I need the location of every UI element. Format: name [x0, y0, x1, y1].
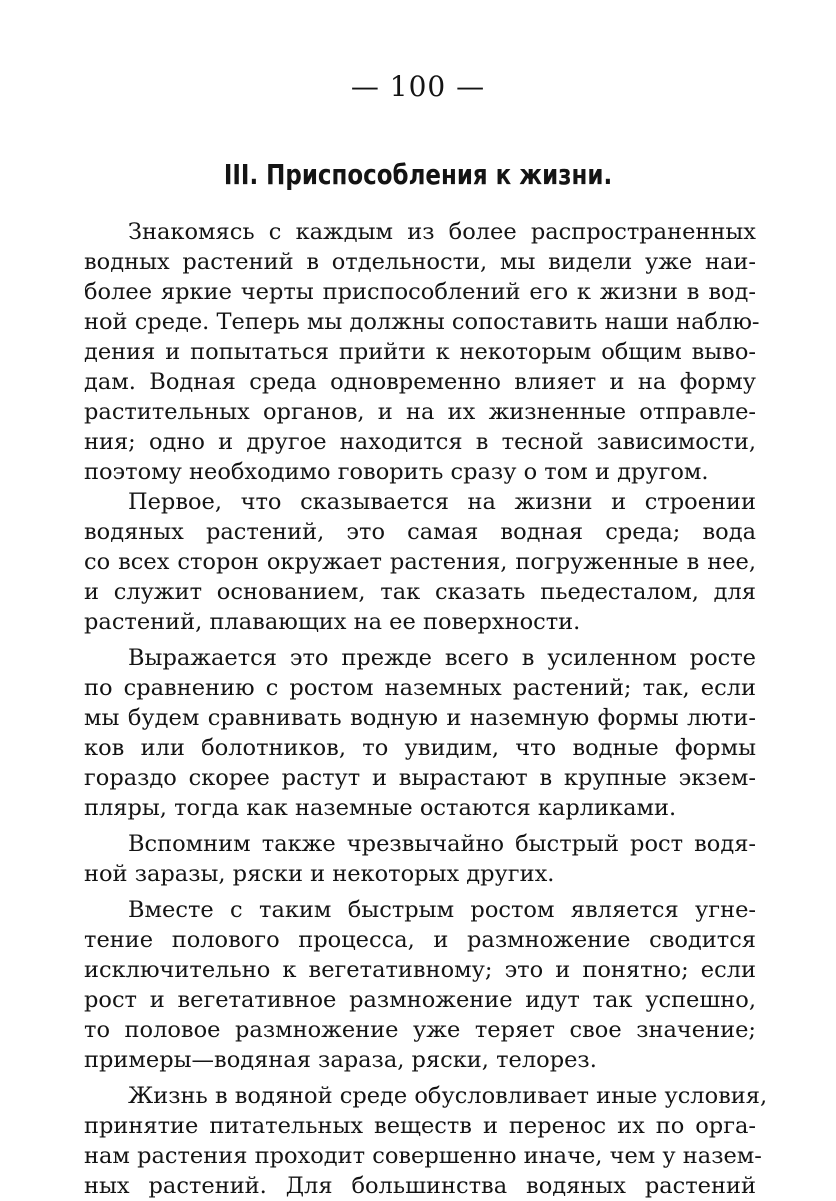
text-line: пляры, тогда как наземные остаются карликами. — [84, 795, 677, 821]
text-line: водяных растений, это самая водная среда; вода — [84, 519, 756, 545]
text-line: поэтому необходимо говорить сразу о том и другом. — [84, 459, 709, 485]
paragraph — [84, 487, 756, 637]
text-line: растительных органов, и на их жизненные отправле- — [84, 399, 756, 425]
paragraph — [84, 217, 760, 487]
text-line: Первое, что сказывается на жизни и строении — [128, 489, 756, 515]
text-line: более яркие черты приспособлений его к жизни в вод- — [84, 279, 756, 305]
text-line: примеры—водяная зараза, ряски, телорез. — [84, 1047, 597, 1073]
text-line: ных растений. Для большинства водяных растений — [84, 1173, 756, 1199]
text-line: ной заразы, ряски и некоторых других. — [84, 861, 555, 887]
text-line: Знакомясь с каждым из более распространенных — [128, 219, 756, 245]
text-line: растений, плавающих на ее поверхности. — [84, 609, 581, 635]
text-line: ния; одно и другое находится в тесной зависимости, — [84, 429, 756, 455]
text-line: ков или болотников, то увидим, что водные формы — [84, 735, 756, 761]
text-line: Вместе с таким быстрым ростом является угне- — [128, 897, 756, 923]
page-number: — 100 — — [350, 70, 486, 103]
text-line: дения и попытаться прийти к некоторым общим выво- — [84, 339, 756, 365]
text-line: со всех сторон окружает растения, погруженные в нее, — [84, 549, 756, 575]
text-line: исключительно к вегетативному; это и понятно; если — [84, 957, 756, 983]
text-line: принятие питательных веществ и перенос их по орга- — [84, 1113, 756, 1139]
section-heading: III. Приспособления к жизни. — [223, 158, 613, 191]
text-line: Выражается это прежде всего в усиленном росте — [128, 645, 756, 671]
paragraph — [84, 1081, 768, 1201]
text-line: рост и вегетативное размножение идут так успешно, — [84, 987, 756, 1013]
paragraph — [84, 643, 756, 823]
text-line: то половое размножение уже теряет свое значение; — [84, 1017, 756, 1043]
text-line: гораздо скорее растут и вырастают в крупные экзем- — [84, 765, 756, 791]
text-line: тение полового процесса, и размножение сводится — [84, 927, 756, 953]
text-line: ной среде. Теперь мы должны сопоставить наши наблю- — [84, 309, 760, 335]
text-line: по сравнению с ростом наземных растений; так, если — [84, 675, 756, 701]
text-line: Вспомним также чрезвычайно быстрый рост водя- — [128, 831, 756, 857]
text-line: мы будем сравнивать водную и наземную формы люти- — [84, 705, 756, 731]
paragraph — [84, 829, 756, 889]
paragraph — [84, 895, 756, 1075]
text-line: нам растения проходит совершенно иначе, чем у назем- — [84, 1143, 762, 1169]
text-line: дам. Водная среда одновременно влияет и на форму — [84, 369, 756, 395]
text-line: Жизнь в водяной среде обусловливает иные условия, — [128, 1083, 768, 1109]
body-text — [84, 217, 768, 1201]
text-line: и служит основанием, так сказать пьедесталом, для — [84, 579, 756, 605]
text-line: водных растений в отдельности, мы видели уже наи- — [84, 249, 756, 275]
